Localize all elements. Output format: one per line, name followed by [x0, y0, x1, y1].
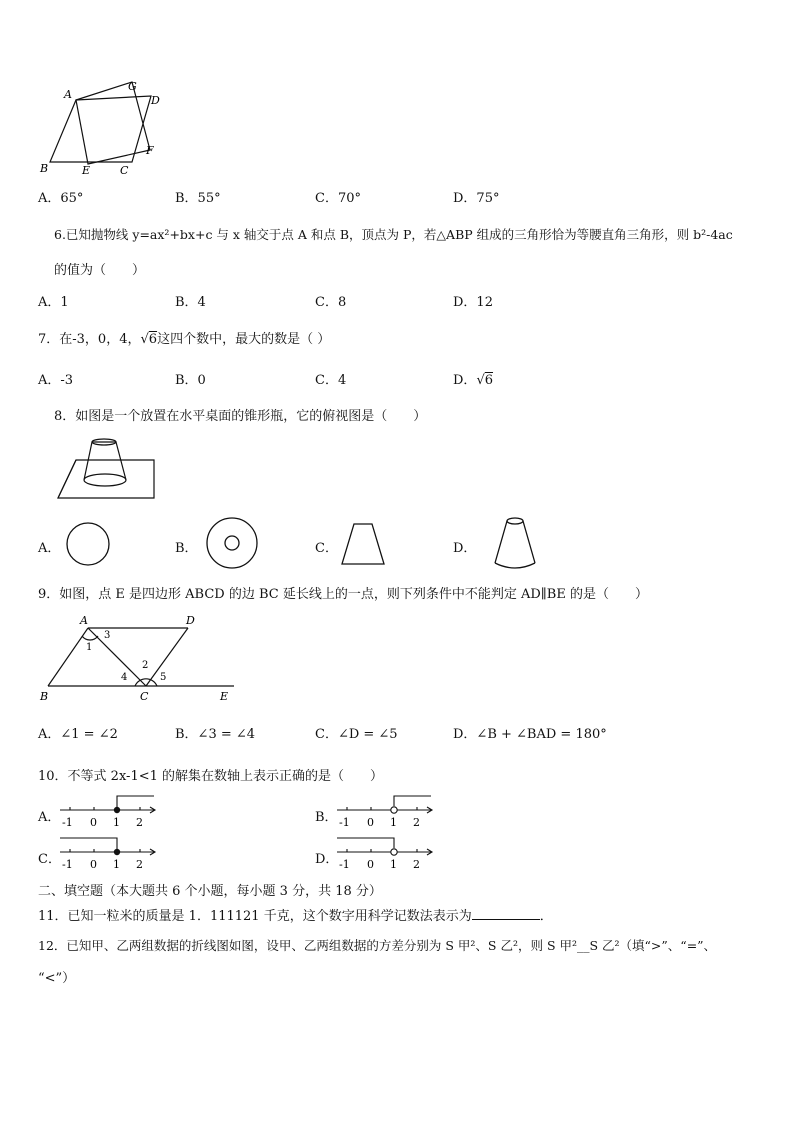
q8-cone-left: [495, 521, 507, 563]
q7-option-b: B．0: [175, 373, 206, 388]
q5-option-c: C．70°: [315, 191, 361, 206]
q10-option-d-numberline: [335, 834, 437, 874]
sqrt-symbol: √6: [140, 332, 158, 347]
q5-figure: [36, 78, 166, 178]
q12-text-line2: “<”）: [38, 971, 76, 986]
q5-label-C: C: [120, 164, 129, 177]
q10-option-c: C．: [38, 852, 61, 867]
q8-option-d-figure: [490, 515, 540, 573]
q8-outer-circle: [207, 518, 257, 568]
q10-option-b: B．: [315, 810, 338, 825]
q5-label-G: G: [128, 80, 137, 93]
q9-label-D: D: [186, 614, 195, 627]
q9-angle-arc-C: [135, 679, 157, 686]
q8-trapezoid: [342, 524, 384, 564]
q11-end: ．: [539, 909, 553, 924]
q7-radicand: 6: [148, 332, 158, 347]
q8-option-a-figure: [62, 518, 114, 570]
q8-cone-top: [507, 518, 523, 524]
sqrt-symbol: √6: [476, 373, 494, 388]
q11-question: 11．已知一粒米的质量是 1．111121 千克，这个数字用科学记数法表示为: [38, 909, 472, 924]
solid-dot: [114, 849, 120, 855]
q8-cone-base: [495, 563, 535, 568]
tick-label: 2: [136, 816, 143, 829]
q7-text-after: 这四个数中，最大的数是（ ）: [157, 332, 331, 347]
q8-flask-base: [84, 474, 126, 486]
q9-option-a: A．∠1 = ∠2: [38, 727, 118, 742]
q9-angle-arc-A: [82, 636, 98, 640]
solution-ray: [337, 838, 394, 848]
q6-option-c: C．8: [315, 295, 347, 310]
q8-table-edge: [58, 460, 76, 498]
q5-option-a: A．65°: [38, 191, 84, 206]
q9-angle-4: 4: [121, 672, 128, 683]
tick-label: -1: [339, 816, 350, 829]
q7-option-c: C．4: [315, 373, 347, 388]
q5-label-E: E: [82, 164, 91, 177]
q7-option-d-label: D．: [453, 373, 477, 388]
tick-label: -1: [62, 816, 73, 829]
tick-label: 1: [390, 816, 397, 829]
q8-option-b-figure: [202, 513, 262, 573]
q5-label-B: B: [40, 162, 49, 175]
q10-text: 10．不等式 2x-1<1 的解集在数轴上表示正确的是（ ）: [38, 769, 384, 784]
solution-ray: [117, 796, 154, 810]
q9-option-b: B．∠3 = ∠4: [175, 727, 256, 742]
tick-label: 2: [136, 858, 143, 871]
q9-angle-3: 3: [104, 630, 111, 641]
q5-option-d: D．75°: [453, 191, 500, 206]
q5-option-b: B．55°: [175, 191, 221, 206]
q10-option-a-numberline: [58, 792, 160, 832]
q8-circle: [67, 523, 109, 565]
tick-label: -1: [62, 858, 73, 871]
q9-figure: [36, 608, 242, 704]
q8-table: [58, 460, 154, 498]
q11-text: [38, 905, 553, 924]
tick-label: 0: [367, 816, 374, 829]
q12-text-line1: 12．已知甲、乙两组数据的折线图如图，设甲、乙两组数据的方差分别为 S 甲²、S 乙²，则 S 甲²__S 乙²（填“>”、“=”、: [38, 938, 717, 953]
tick-label: 1: [390, 858, 397, 871]
tick-label: -1: [339, 858, 350, 871]
q9-label-C: C: [140, 690, 149, 703]
q10-option-b-numberline: [335, 792, 437, 832]
tick-label: 1: [113, 858, 120, 871]
q8-option-b: B．: [175, 541, 198, 556]
q5-label-D: D: [151, 94, 160, 107]
q8-cone-right: [523, 521, 535, 563]
q10-option-c-numberline: [58, 834, 160, 874]
q6-option-d: D．12: [453, 295, 493, 310]
q8-option-a: A．: [38, 541, 61, 556]
q6-option-a: A．1: [38, 295, 69, 310]
solution-ray: [394, 796, 431, 806]
q9-angle-2: 2: [142, 660, 149, 671]
q9-option-d: D．∠B + ∠BAD = 180°: [453, 727, 607, 742]
open-dot: [391, 807, 397, 813]
q9-option-c: C．∠D = ∠5: [315, 727, 398, 742]
q6-text-line2: 的值为（ ）: [54, 263, 146, 278]
q5-label-A: A: [64, 88, 72, 101]
solid-dot: [114, 807, 120, 813]
q7-option-d-radicand: 6: [484, 373, 494, 388]
q8-option-c-figure: [338, 520, 390, 568]
q5-label-F: F: [146, 144, 154, 157]
tick-label: 2: [413, 816, 420, 829]
q5-parallelogram: [50, 96, 151, 162]
q10-option-d: D．: [315, 852, 339, 867]
q6-text-line1: 6.已知抛物线 y=ax²+bx+c 与 x 轴交于点 A 和点 B，顶点为 P，若△ABP 组成的三角形恰为等腰直角三角形，则 b²-4ac: [54, 227, 733, 242]
q9-label-A: A: [80, 614, 88, 627]
q5-square: [76, 82, 150, 164]
tick-label: 0: [367, 858, 374, 871]
q7-text: [38, 328, 330, 347]
q9-label-B: B: [40, 690, 49, 703]
tick-label: 2: [413, 858, 420, 871]
q8-figure: [54, 436, 158, 502]
q7-option-a: A．-3: [38, 373, 74, 388]
q10-option-a: A．: [38, 810, 61, 825]
q9-angle-5: 5: [160, 672, 167, 683]
q8-option-c: C．: [315, 541, 338, 556]
q9-label-E: E: [220, 690, 229, 703]
answer-blank: [472, 907, 540, 920]
tick-label: 1: [113, 816, 120, 829]
q8-option-d: D．: [453, 541, 477, 556]
q6-option-b: B．4: [175, 295, 206, 310]
q7-option-d: [453, 369, 493, 388]
section-heading: 二、填空题（本大题共 6 个小题，每小题 3 分，共 18 分）: [38, 884, 382, 899]
tick-label: 0: [90, 816, 97, 829]
q7-text-before: 7．在-3，0，4，: [38, 332, 141, 347]
open-dot: [391, 849, 397, 855]
q8-flask-left: [84, 442, 92, 480]
q8-text: 8．如图是一个放置在水平桌面的锥形瓶，它的俯视图是（ ）: [54, 409, 427, 424]
q8-inner-circle: [225, 536, 239, 550]
q9-angle-1: 1: [86, 642, 93, 653]
solution-ray: [60, 838, 117, 852]
q9-text: 9．如图，点 E 是四边形 ABCD 的边 BC 延长线上的一点，则下列条件中不能判定 AD∥BE 的是（ ）: [38, 587, 648, 602]
q9-line-DC: [146, 628, 188, 686]
tick-label: 0: [90, 858, 97, 871]
